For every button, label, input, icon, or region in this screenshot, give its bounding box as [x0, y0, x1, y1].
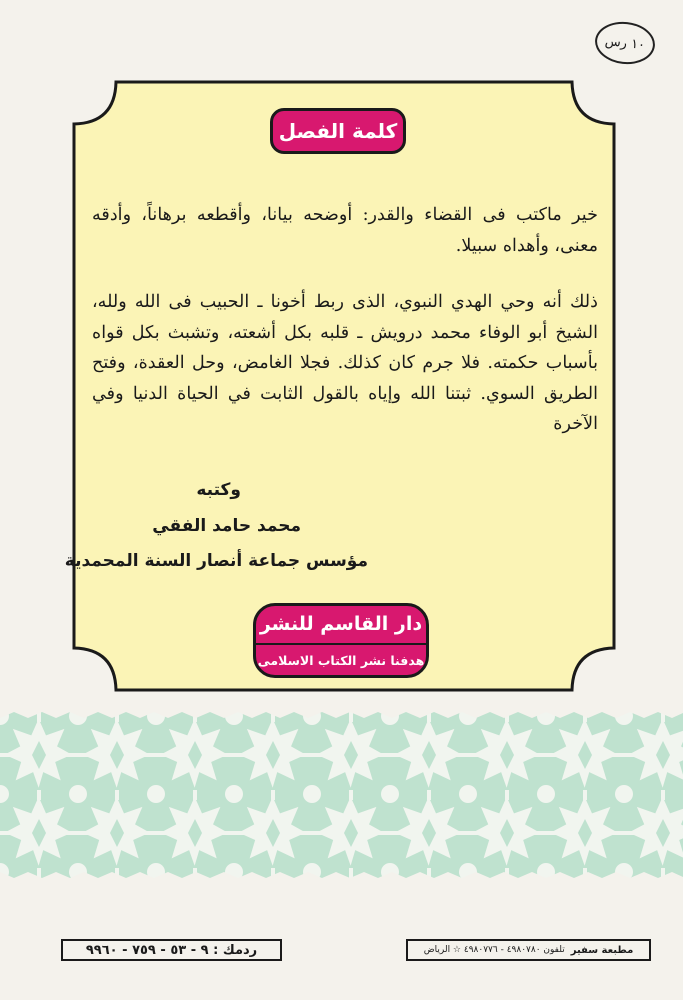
isbn-box	[61, 939, 282, 961]
signature-author-name: محمد حامد الفقي	[152, 516, 301, 536]
publisher-slogan: هدفنا نشر الكتاب الاسلامى	[257, 653, 425, 668]
islamic-pattern-band	[0, 712, 683, 878]
paragraph-1: خير ماكتب فى القضاء والقدر: أوضحه بيانا، وأقطعه برهاناً، وأدقه معنى، وأهداه سبيلا.	[92, 205, 598, 256]
body-text	[92, 200, 598, 466]
paragraph-2: ذلك أنه وحي الهدي النبوي، الذى ربط أخونا ـ الحبيب فى الله ولله، الشيخ أبو الوفاء محمد درويش ـ قلبه بكل أشعته، وتشبث بكل قواه بأسباب حكمته. فلا جرم كان كذلك. فجلا الغامض، وحل العقدة، وفتح الطريق السوي. ثبتنا الله وإياه بالقول الثابت في الحياة الدنيا وفي الآخرة	[92, 292, 598, 434]
printer-details: تلفون ٤٩٨٠٧٨٠ - ٤٩٨٠٧٧٦ ☆ الرياض	[423, 945, 565, 955]
publisher-name: دار القاسم للنشر	[256, 606, 426, 645]
section-title-badge	[270, 108, 406, 154]
price-stamp: ١٠ رس	[593, 19, 657, 67]
signature-wrote: وكتبه	[196, 480, 241, 500]
isbn: ردمك : ٩ - ٥٣ - ٧٥٩ - ٩٩٦٠	[85, 942, 258, 958]
section-title: كلمة الفصل	[278, 119, 398, 143]
publisher-badge	[253, 603, 429, 678]
signature-author-title: مؤسس جماعة أنصار السنة المحمدية	[64, 551, 368, 571]
printer-box	[406, 939, 651, 961]
printer-name: مطبعة سفير	[570, 944, 634, 956]
